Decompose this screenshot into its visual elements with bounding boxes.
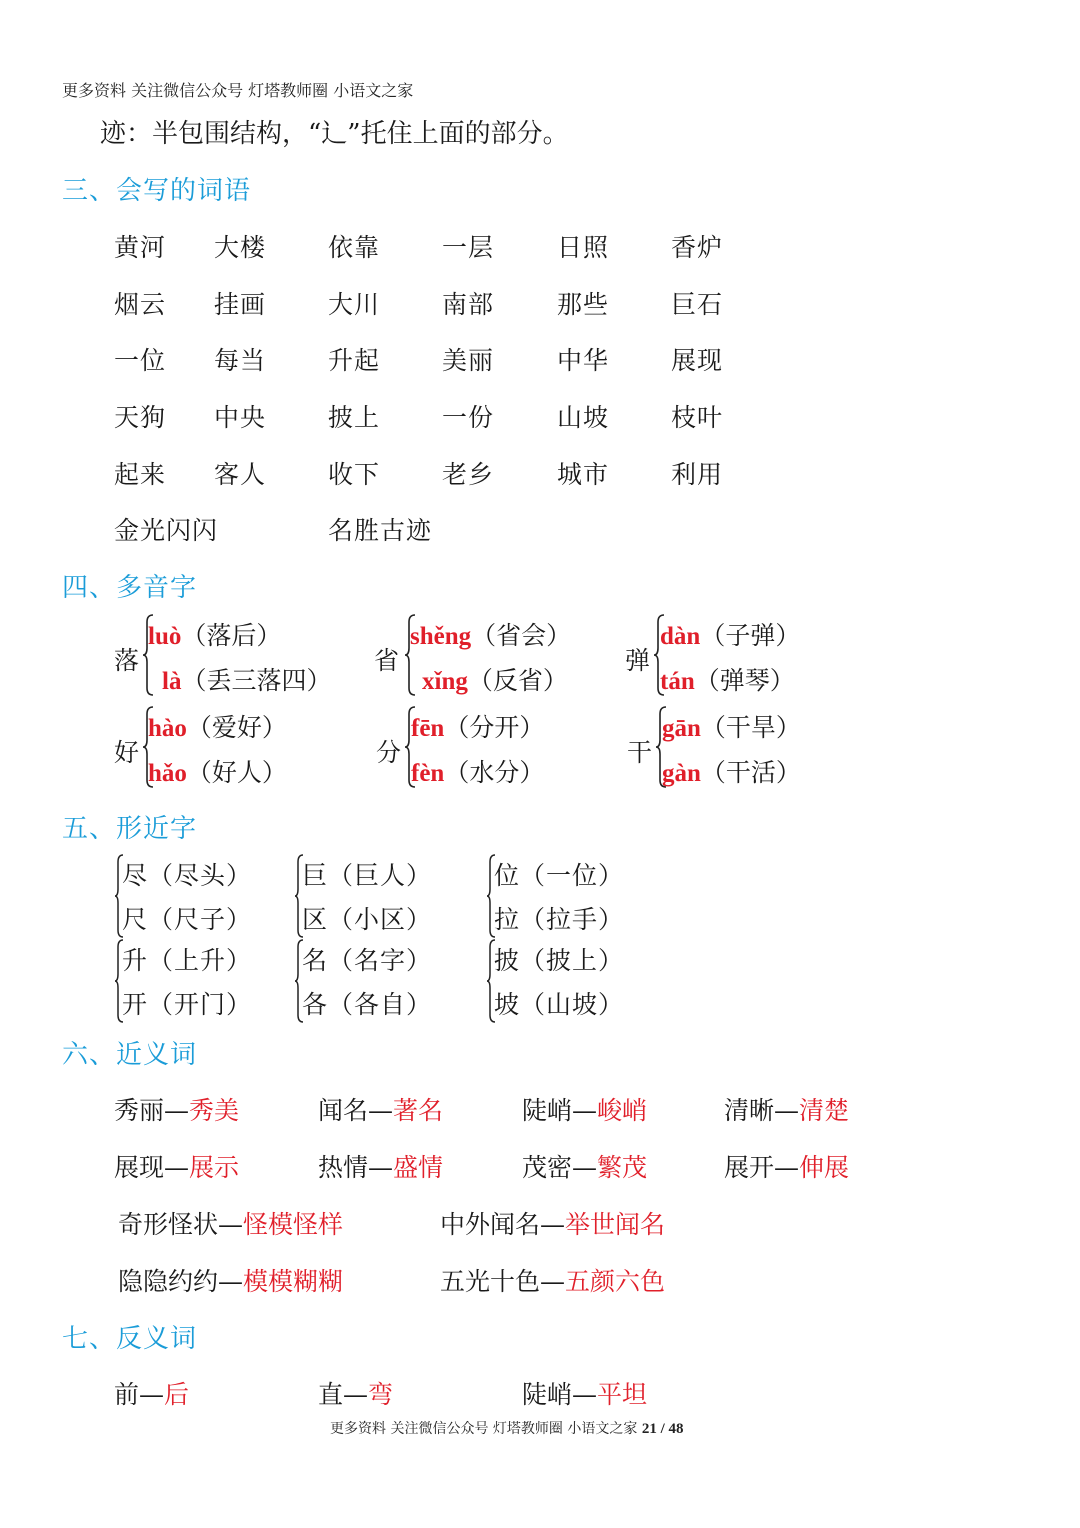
antonym-pair [318, 1375, 393, 1411]
word-b: 盛情 [393, 1153, 444, 1182]
word: 枝叶 [671, 403, 724, 432]
word-b: 伸展 [799, 1153, 850, 1182]
polyphone-char: 分 [376, 738, 402, 767]
word: 山坡 [557, 403, 610, 432]
word: 烟云 [114, 290, 167, 319]
word: 起来 [114, 460, 167, 489]
word: 那些 [557, 290, 610, 319]
similar-char-row: 拉（拉手） [494, 905, 625, 934]
word-b: 怪模怪样 [243, 1210, 344, 1239]
antonym-pair [114, 1375, 189, 1411]
similar-char-row: 位（一位） [494, 861, 625, 890]
pinyin: shěng [410, 623, 472, 650]
similar-char-row: 坡（山坡） [494, 990, 625, 1019]
word-b: 秀美 [189, 1096, 240, 1125]
word: 美丽 [442, 346, 495, 375]
footer-note: 更多资料 关注微信公众号 灯塔教师圈 小语文之家 [330, 1421, 638, 1437]
page-number: 21 / 48 [641, 1421, 684, 1437]
word-a: 秀丽— [114, 1096, 190, 1125]
synonym-pair [522, 1091, 647, 1127]
word-a: 五光十色— [440, 1267, 566, 1296]
similar-char-row: 开（开门） [122, 990, 253, 1019]
polyphone-item [374, 612, 614, 702]
section-title-synonyms: 六、近义词 [62, 1040, 198, 1070]
synonym-pair [522, 1148, 647, 1184]
header-note: 更多资料 关注微信公众号 灯塔教师圈 小语文之家 [62, 81, 414, 100]
example-word: （子弹） [700, 621, 801, 650]
word-a: 奇形怪状— [118, 1210, 244, 1239]
section-title-similar-chars: 五、形近字 [62, 814, 198, 844]
similar-char-row: 升（上升） [122, 946, 253, 975]
word-a: 展现— [114, 1153, 190, 1182]
synonym-pair [318, 1148, 443, 1184]
word-a: 陡峭— [522, 1096, 598, 1125]
word: 挂画 [214, 290, 267, 319]
word-a: 茂密— [522, 1153, 598, 1182]
word: 名胜古迹 [328, 516, 433, 545]
word-b: 展示 [189, 1153, 240, 1182]
word: 一位 [114, 346, 167, 375]
similar-char-row: 巨（巨人） [302, 861, 433, 890]
word-b: 模模糊糊 [243, 1267, 344, 1296]
similar-char-group [294, 852, 464, 940]
word: 披上 [328, 403, 381, 432]
word-b: 举世闻名 [565, 1210, 666, 1239]
synonym-pair [114, 1091, 239, 1127]
word: 中华 [557, 346, 610, 375]
pinyin: xǐng [422, 668, 468, 695]
similar-char-group [114, 937, 284, 1025]
word: 利用 [671, 460, 724, 489]
example-word: （省会） [471, 621, 572, 650]
word-b: 后 [164, 1380, 190, 1409]
synonym-pair [440, 1262, 665, 1298]
similar-char-row: 名（名字） [302, 946, 433, 975]
similar-char-row: 区（小区） [302, 905, 433, 934]
word-a: 清晰— [724, 1096, 800, 1125]
polyphone-char: 干 [627, 738, 653, 767]
word: 中央 [214, 403, 267, 432]
pinyin: dàn [660, 623, 701, 650]
polyphone-item [114, 612, 374, 702]
pinyin: tán [660, 668, 695, 695]
word: 大楼 [214, 233, 267, 262]
intro-line: 迹：半包围结构，“辶”托住上面的部分。 [100, 119, 569, 149]
example-word: （干旱） [700, 713, 801, 742]
word-b: 五颜六色 [565, 1267, 666, 1296]
section-title-antonyms: 七、反义词 [62, 1324, 198, 1354]
polyphone-item [627, 704, 847, 794]
example-word: （干活） [700, 758, 801, 787]
similar-char-row: 各（各自） [302, 990, 433, 1019]
word-b: 峻峭 [597, 1096, 648, 1125]
word-a: 热情— [318, 1153, 394, 1182]
pinyin: hǎo [148, 760, 187, 787]
synonym-pair [724, 1148, 849, 1184]
word-a: 闻名— [318, 1096, 394, 1125]
word: 城市 [557, 460, 610, 489]
example-word: （水分） [444, 758, 545, 787]
pinyin: fèn [411, 760, 445, 787]
example-word: （反省） [467, 666, 568, 695]
word: 巨石 [671, 290, 724, 319]
word-b: 清楚 [799, 1096, 850, 1125]
pinyin: gàn [662, 760, 701, 787]
pinyin: gān [662, 715, 701, 742]
word: 客人 [214, 460, 267, 489]
polyphone-item [114, 704, 374, 794]
word-a: 陡峭— [522, 1380, 598, 1409]
synonym-pair [118, 1262, 343, 1298]
section-title-writing-words: 三、会写的词语 [62, 176, 252, 206]
polyphone-char: 弹 [625, 646, 651, 675]
example-word: （弹琴） [694, 666, 795, 695]
section-title-polyphones: 四、多音字 [62, 573, 198, 603]
similar-char-group [486, 937, 656, 1025]
similar-char-group [486, 852, 656, 940]
word: 黄河 [114, 233, 167, 262]
word-a: 隐隐约约— [118, 1267, 244, 1296]
similar-char-group [114, 852, 284, 940]
word: 一份 [442, 403, 495, 432]
word-b: 繁茂 [597, 1153, 648, 1182]
example-word: （爱好） [186, 713, 287, 742]
word: 大川 [328, 290, 381, 319]
polyphone-char: 落 [114, 646, 140, 675]
word-a: 前— [114, 1380, 165, 1409]
polyphone-item [625, 612, 845, 702]
example-word: （好人） [186, 758, 287, 787]
pinyin: luò [148, 623, 182, 650]
pinyin: fēn [411, 715, 445, 742]
word: 依靠 [328, 233, 381, 262]
similar-char-row: 尺（尺子） [122, 905, 253, 934]
word: 升起 [328, 346, 381, 375]
polyphone-char: 省 [374, 646, 400, 675]
polyphone-item [376, 704, 616, 794]
word: 每当 [214, 346, 267, 375]
word-a: 展开— [724, 1153, 800, 1182]
pinyin: hào [148, 715, 187, 742]
word: 香炉 [671, 233, 724, 262]
word-a: 直— [318, 1380, 369, 1409]
polyphone-char: 好 [114, 738, 140, 767]
word-b: 平坦 [597, 1380, 648, 1409]
antonym-pair [522, 1375, 647, 1411]
example-word: （分开） [444, 713, 545, 742]
word: 南部 [442, 290, 495, 319]
word: 一层 [442, 233, 495, 262]
similar-char-row: 尽（尽头） [122, 861, 253, 890]
footer [330, 1418, 683, 1438]
synonym-pair [118, 1205, 343, 1241]
word: 天狗 [114, 403, 167, 432]
example-word: （落后） [181, 621, 282, 650]
similar-char-row: 披（披上） [494, 946, 625, 975]
synonym-pair [440, 1205, 665, 1241]
word: 日照 [557, 233, 610, 262]
synonym-pair [318, 1091, 443, 1127]
word: 金光闪闪 [114, 516, 219, 545]
word: 展现 [671, 346, 724, 375]
word: 老乡 [442, 460, 495, 489]
pinyin: là [162, 668, 182, 695]
example-word: （丢三落四） [181, 666, 332, 695]
word-b: 著名 [393, 1096, 444, 1125]
word: 收下 [328, 460, 381, 489]
synonym-pair [724, 1091, 849, 1127]
similar-char-group [294, 937, 464, 1025]
word-a: 中外闻名— [440, 1210, 566, 1239]
word-b: 弯 [368, 1380, 394, 1409]
synonym-pair [114, 1148, 239, 1184]
